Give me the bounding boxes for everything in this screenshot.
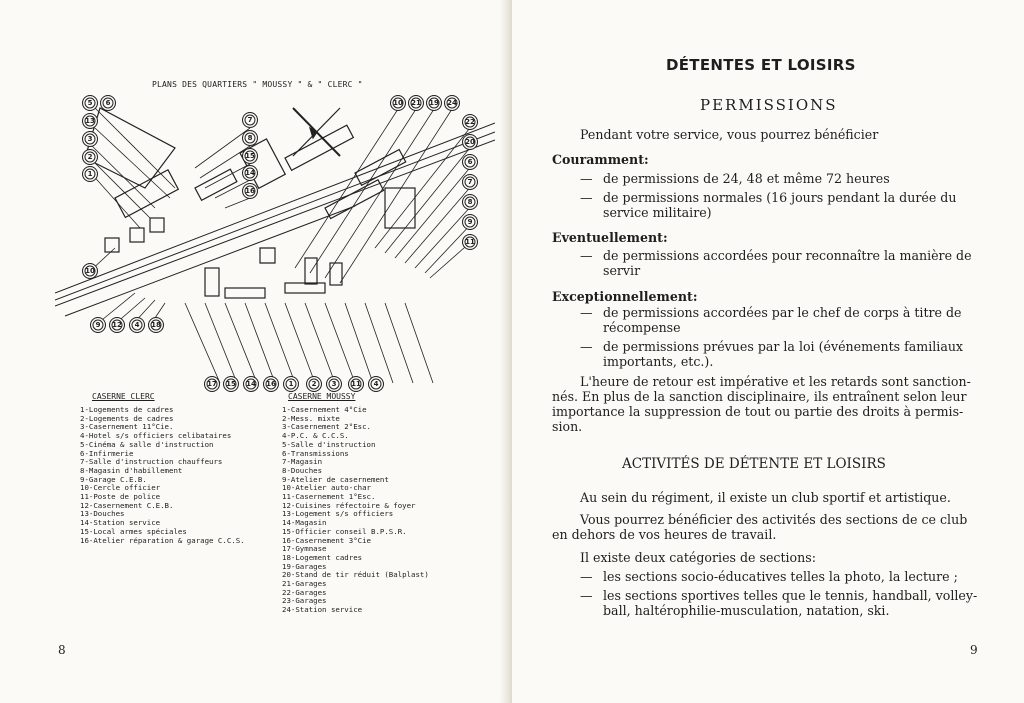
dash-marker: — [580,569,593,584]
list-item-line: de permissions accordées pour reconnaître la manière de [603,248,972,263]
moussy-legend-item: 10-Atelier auto-char [282,483,371,493]
map-marker: 10 [82,263,98,279]
paragraph-line: Vous pourrez bénéficier des activités des sections de ce club [580,512,968,527]
moussy-legend-item: 18-Logement cadres [282,552,363,562]
clerc-legend-item: 7-Salle d'instruction chauffeurs [80,457,223,467]
map-marker: 11 [348,376,364,392]
couramment-label: Couramment: [552,152,649,167]
moussy-legend-item: 3-Casernement 2°Esc. [282,422,371,432]
categories-text: Il existe deux catégories de sections: [580,550,816,565]
moussy-legend-item: 19-Garages [282,561,327,571]
map-marker: 9 [462,214,478,230]
moussy-legend-item: 15-Officier conseil B.P.S.R. [282,526,407,536]
clerc-legend-item: 10-Cercle officier [80,483,161,493]
map-marker: 4 [368,376,384,392]
dash-marker: — [580,305,593,320]
map-marker: 12 [109,317,125,333]
moussy-legend-item: 16-Casernement 3°Cie [282,535,371,545]
map-marker: 3 [82,131,98,147]
dash-marker: — [580,248,593,263]
map-marker: 2 [82,149,98,165]
clerc-legend-item: 8-Magasin d'habillement [80,465,183,475]
map-marker: 7 [462,174,478,190]
moussy-legend-item: 1-Casernement 4°Cie [282,405,367,414]
list-item-line: les sections socio-éducatives telles la photo, la lecture ; [603,569,958,584]
road-line [65,206,355,316]
moussy-legend-item: 21-Garages [282,579,327,589]
leader-lines [88,106,473,383]
intro-text: Pendant votre service, vous pourrez bénéficier [580,127,879,142]
moussy-legend-item: 5-Salle d'instruction [282,439,376,449]
dash-marker: — [580,190,593,205]
eventuellement-label: Eventuellement: [552,230,668,245]
map-marker: 15 [242,148,258,164]
clerc-legend-item: 12-Casernement C.E.B. [80,500,174,510]
map-marker: 16 [263,376,279,392]
clerc-legend-item: 11-Poste de police [80,492,161,502]
map-marker: 9 [90,317,106,333]
clerc-legend-item: 1-Logements de cadres [80,405,174,414]
exceptionnellement-label: Exceptionnellement: [552,289,698,304]
moussy-legend-item: 11-Casernement 1°Esc. [282,492,376,502]
list-item-line: servir [603,263,641,278]
left-page [0,0,506,703]
map-marker: 6 [462,154,478,170]
map-marker: 7 [242,112,258,128]
map-marker: 18 [148,317,164,333]
clerc-legend-item: 16-Atelier réparation & garage C.C.S. [80,535,245,545]
map-marker: 8 [242,130,258,146]
map-marker: 19 [426,95,442,111]
moussy-legend-item: 20-Stand de tir réduit (Balplast) [282,570,429,580]
map-marker: 20 [462,134,478,150]
dash-marker: — [580,171,593,186]
clerc-legend-item: 13-Douches [80,509,125,519]
map-marker: 13 [82,113,98,129]
list-item-line: récompense [603,320,681,335]
map-marker: 8 [462,194,478,210]
clerc-heading: CASERNE CLERC [92,392,155,401]
road-line [55,123,495,293]
moussy-legend-item: 24-Station service [282,605,363,615]
page-number-right: 9 [970,643,978,657]
map-marker: 22 [462,114,478,130]
map-marker: 10 [390,95,406,111]
map-marker: 1 [82,166,98,182]
map-marker: 3 [326,376,342,392]
club-text: Au sein du régiment, il existe un club sportif et artistique. [580,490,951,505]
dash-marker: — [580,588,593,603]
page-number-left: 8 [58,643,66,657]
map-marker: 6 [100,95,116,111]
dash-marker: — [580,339,593,354]
paragraph-line: nés. En plus de la sanction disciplinaire, ils entraînent selon leur [552,389,967,404]
activites-heading: ACTIVITÉS DE DÉTENTE ET LOISIRS [622,456,886,472]
paragraph-line: importance la suppression de tout ou partie des droits à permis- [552,404,964,419]
moussy-legend-item: 23-Garages [282,596,327,606]
clerc-legend-item: 2-Logements de cadres [80,413,174,423]
clerc-legend-item: 14-Station service [80,518,161,528]
map-marker: 11 [462,234,478,250]
moussy-legend-item: 17-Gymnase [282,544,327,554]
clerc-legend-item: 15-Local armes spéciales [80,526,187,536]
list-item-line: service militaire) [603,205,712,220]
clerc-legend-item: 9-Garage C.E.B. [80,474,147,484]
quarters-map [55,88,495,398]
list-item-line: ball, haltérophilie-musculation, natation, ski. [603,603,890,618]
clerc-legend [80,406,245,545]
paragraph-line: en dehors de vos heures de travail. [552,527,777,542]
map-marker: 17 [204,376,220,392]
plan-title: PLANS DES QUARTIERS " MOUSSY " & " CLERC " [152,80,363,89]
map-marker: 14 [243,376,259,392]
paragraph-line: sion. [552,419,583,434]
road-line [55,140,495,306]
clerc-legend-item: 4-Hotel s/s officiers celibataires [80,431,232,441]
page-title: DÉTENTES ET LOISIRS [666,56,856,74]
permissions-heading: PERMISSIONS [700,96,838,114]
paragraph-line: L'heure de retour est impérative et les retards sont sanction- [580,374,971,389]
clerc-legend-item: 6-Infirmerie [80,448,134,458]
moussy-legend-item: 4-P.C. & C.C.S. [282,431,349,441]
moussy-legend-item: 22-Garages [282,587,327,597]
list-item-line: de permissions accordées par le chef de corps à titre de [603,305,962,320]
clerc-legend-item: 5-Cinéma & salle d'instruction [80,439,214,449]
moussy-heading: CASERNE MOUSSY [288,392,356,401]
map-marker: 24 [444,95,460,111]
moussy-legend-item: 7-Magasin [282,457,323,467]
moussy-legend-item: 2-Mess. mixte [282,413,340,423]
list-item-line: de permissions normales (16 jours pendant la durée du [603,190,957,205]
map-marker: 5 [82,95,98,111]
clerc-legend-item: 3-Casernement 11°Cie. [80,422,174,432]
map-marker: 15 [223,376,239,392]
list-item-line: importants, etc.). [603,354,714,369]
moussy-legend-item: 13-Logement s/s officiers [282,509,394,519]
map-marker: 2 [306,376,322,392]
map-marker: 16 [242,183,258,199]
road-line [55,132,495,300]
map-marker: 1 [283,376,299,392]
moussy-legend-item: 9-Atelier de casernement [282,474,389,484]
map-marker: 4 [129,317,145,333]
moussy-legend-item: 6-Transmissions [282,448,349,458]
moussy-legend-item: 12-Cuisines réfectoire & foyer [282,500,416,510]
moussy-legend-item: 14-Magasin [282,518,327,528]
list-item-line: de permissions prévues par la loi (événements familiaux [603,339,964,354]
moussy-legend-item: 8-Douches [282,465,323,475]
list-item-line: de permissions de 24, 48 et même 72 heures [603,171,890,186]
map-marker: 21 [408,95,424,111]
list-item-line: les sections sportives telles que le tennis, handball, volley- [603,588,978,603]
map-marker: 14 [242,165,258,181]
moussy-legend [282,406,429,615]
